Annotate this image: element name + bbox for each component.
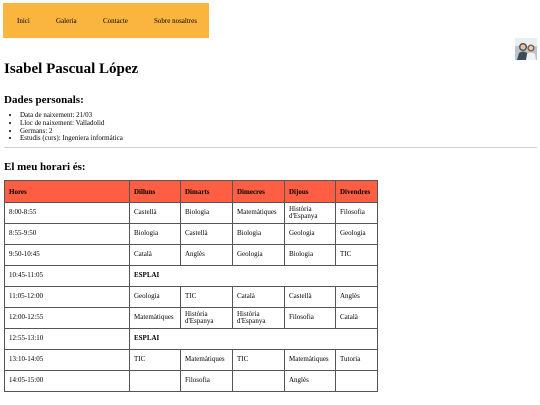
table-row [5, 224, 378, 245]
header-dimarts: Dimarts [181, 181, 233, 203]
header-hores: Hores [5, 181, 130, 203]
personal-data-list [10, 112, 123, 143]
table-cell [233, 371, 285, 392]
table-cell: 11:05-12:00 [5, 287, 130, 308]
table-cell: Català [336, 308, 378, 329]
table-cell: Biologia [233, 224, 285, 245]
table-cell: 8:00-8:55 [5, 203, 130, 224]
table-cell: Català [233, 287, 285, 308]
top-nav [3, 3, 209, 38]
table-cell: 12:00-12:55 [5, 308, 130, 329]
table-cell: Geologia [130, 287, 181, 308]
table-cell: Filosofia [336, 203, 378, 224]
table-cell: Geologia [233, 245, 285, 266]
table-header-row [5, 181, 378, 203]
table-row [5, 287, 378, 308]
table-cell: 9:50-10:45 [5, 245, 130, 266]
table-cell: Història d'Espanya [181, 308, 233, 329]
table-cell: TIC [233, 350, 285, 371]
table-cell: Anglès [285, 371, 336, 392]
table-cell: Castellà [181, 224, 233, 245]
table-row [5, 371, 378, 392]
list-item: • Data de naixement: 21/03 [20, 112, 123, 120]
table-cell: Català [130, 245, 181, 266]
table-cell: Biologia [181, 203, 233, 224]
table-row-break [5, 266, 378, 287]
table-cell: Matemàtiques [233, 203, 285, 224]
header-dimecres: Dimecres [233, 181, 285, 203]
table-cell: Castellà [285, 287, 336, 308]
table-cell: 10:45-11:05 [5, 266, 130, 287]
table-cell: TIC [181, 287, 233, 308]
table-cell: Tutoria [336, 350, 378, 371]
table-cell [336, 371, 378, 392]
table-cell: Filosofia [285, 308, 336, 329]
table-cell: Geologia [336, 224, 378, 245]
list-item: • Estudis (curs): Ingeniera informática [20, 135, 123, 143]
header-dijous: Dijous [285, 181, 336, 203]
table-row [5, 308, 378, 329]
table-row [5, 203, 378, 224]
table-row [5, 245, 378, 266]
list-item: • Germans: 2 [20, 128, 123, 136]
table-cell: 8:55-9:50 [5, 224, 130, 245]
nav-link-galeria[interactable]: Galeria [56, 17, 77, 25]
table-cell: Anglès [181, 245, 233, 266]
table-cell: Història d'Espanya [233, 308, 285, 329]
table-cell: TIC [336, 245, 378, 266]
list-item: • Lloc de naixement: Valladolid [20, 120, 123, 128]
schedule-heading: El meu horari és: [4, 161, 86, 173]
table-cell: Castellà [130, 203, 181, 224]
profile-photo-icon [515, 38, 537, 60]
divider [4, 147, 537, 148]
table-cell [130, 371, 181, 392]
table-cell: 12:55-13:10 [5, 329, 130, 350]
table-cell: Anglès [336, 287, 378, 308]
schedule-table [4, 180, 378, 392]
table-cell: 14:05-15:00 [5, 371, 130, 392]
table-cell: TIC [130, 350, 181, 371]
break-cell: ESPLAI [130, 266, 378, 287]
table-cell: Matemàtiques [130, 308, 181, 329]
personal-data-heading: Dades personals: [4, 94, 84, 106]
nav-link-sobre-nosaltres[interactable]: Sobre nosaltres [154, 17, 197, 25]
header-divendres: Divendres [336, 181, 378, 203]
table-row-break [5, 329, 378, 350]
table-cell: Filosofia [181, 371, 233, 392]
nav-link-contacte[interactable]: Contacte [103, 17, 128, 25]
nav-link-inici[interactable]: Inici [17, 17, 30, 25]
table-cell: Biologia [130, 224, 181, 245]
table-cell: Geologia [285, 224, 336, 245]
page-title: Isabel Pascual López [4, 61, 139, 77]
table-row [5, 350, 378, 371]
table-cell: Biologia [285, 245, 336, 266]
break-cell: ESPLAI [130, 329, 378, 350]
table-cell: 13:10-14:05 [5, 350, 130, 371]
header-dilluns: Dilluns [130, 181, 181, 203]
table-cell: Matemàtiques [285, 350, 336, 371]
table-cell: Història d'Espanya [285, 203, 336, 224]
table-cell: Matemàtiques [181, 350, 233, 371]
